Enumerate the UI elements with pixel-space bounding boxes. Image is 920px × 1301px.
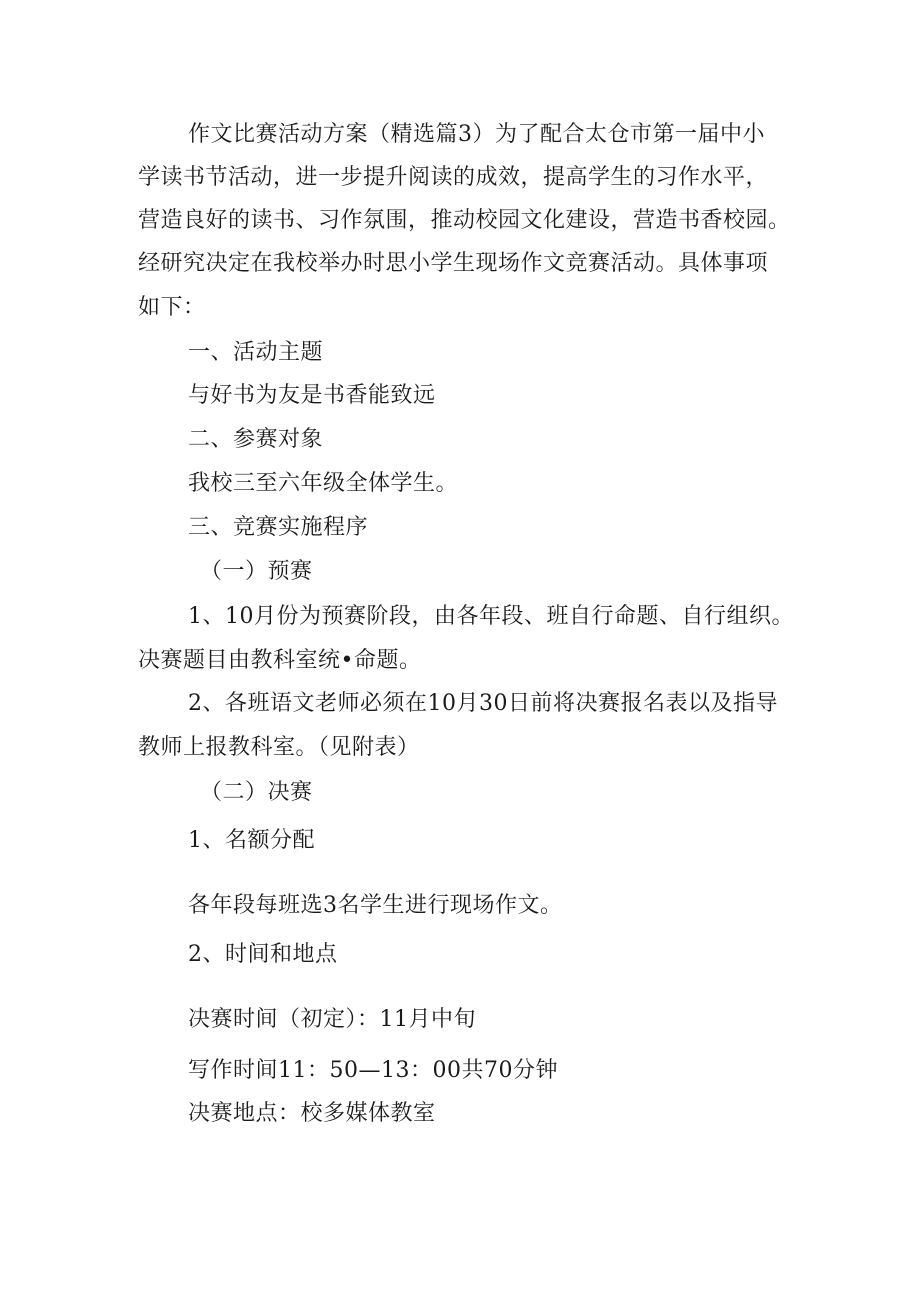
intro-line-3: 营造良好的读书、习作氛围，推动校园文化建设，营造书香校园。 (138, 208, 791, 233)
section2-content: 我校三至六年级全体学生。 (188, 471, 459, 496)
prelim-item2-line1: 2、各班语文老师必须在10月30日前将决赛报名表以及指导 (188, 691, 778, 716)
section1-content: 与好书为友是书香能致远 (188, 383, 436, 408)
section3-heading: 三、竞赛实施程序 (188, 515, 369, 540)
intro-line-5: 如下： (138, 295, 206, 320)
prelim-item2-line2: 教师上报教科室。（见附表） (138, 735, 420, 760)
intro-line-4: 经研究决定在我校举办时思小学生现场作文竞赛活动。具体事项 (138, 251, 769, 276)
prelim-item1-line2: 决赛题目由教科室统•命题。 (138, 648, 422, 673)
quota-content: 各年段每班选3名学生进行现场作文。 (188, 893, 563, 918)
final-place: 决赛地点：校多媒体教室 (188, 1101, 436, 1126)
prelim-item1-line1: 1、10月份为预赛阶段，由各年段、班自行命题、自行组织。 (188, 604, 794, 629)
quota-heading: 1、名额分配 (188, 828, 315, 853)
final-heading: （二）决赛 (200, 780, 313, 805)
section1-heading: 一、活动主题 (188, 340, 324, 365)
time-place-heading: 2、时间和地点 (188, 942, 338, 967)
final-time: 决赛时间（初定）：11月中旬 (188, 1007, 476, 1032)
section2-heading: 二、参赛对象 (188, 427, 324, 452)
intro-line-2: 学读书节活动，进一步提升阅读的成效，提高学生的习作水平， (138, 165, 769, 190)
writing-time: 写作时间11：50—13：00共70分钟 (188, 1058, 558, 1083)
prelim-heading: （一）预赛 (200, 559, 313, 584)
intro-line-1: 作文比赛活动方案（精选篇3）为了配合太仓市第一届中小 (188, 122, 765, 147)
